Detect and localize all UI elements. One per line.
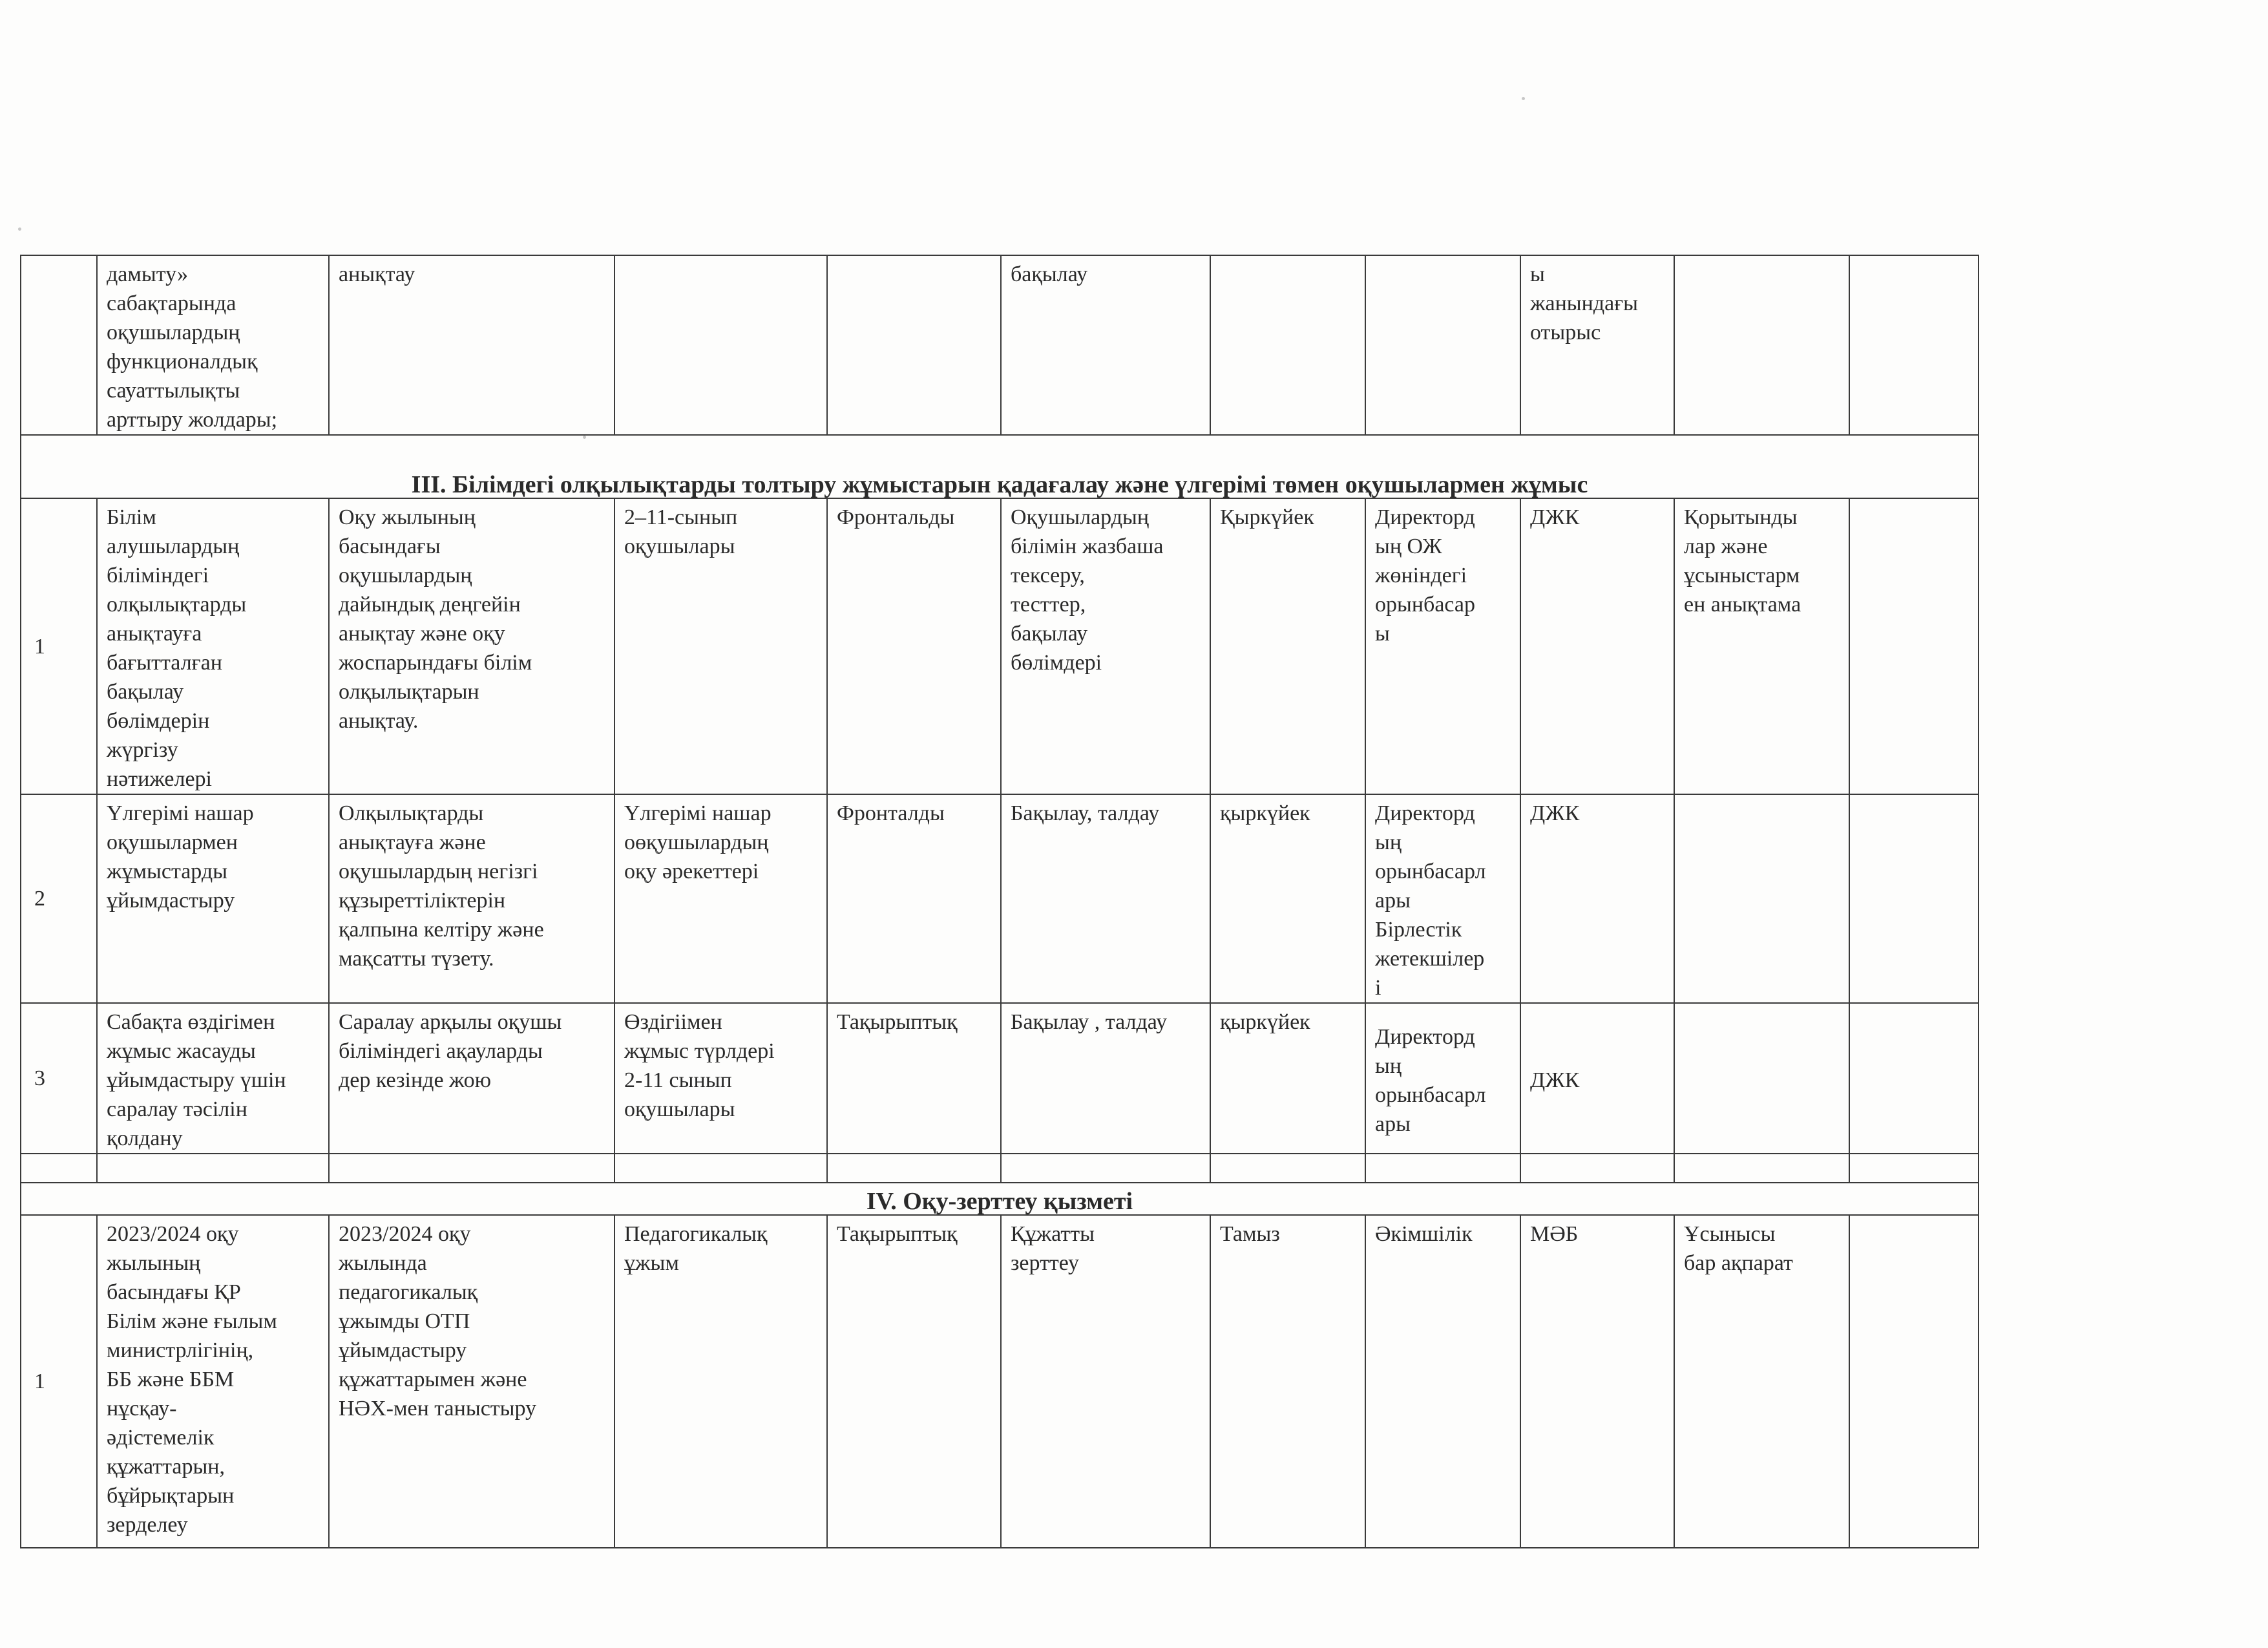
cell-topic: Үлгерімі нашар оқушылармен жұмыстарды ұйымдастыру	[97, 794, 329, 1003]
cell-date: қыркүйек	[1210, 794, 1365, 1003]
scan-speck	[1522, 97, 1525, 100]
cell-date	[1210, 1154, 1365, 1183]
cell-object: Өздігіімен жұмыс түрлдері 2-11 сынып оқушылары	[614, 1003, 827, 1154]
cell-extra	[1849, 1154, 1979, 1183]
cell-method: Оқушылардың білімін жазбаша тексеру, тесттер, бақылау бөлімдері	[1001, 498, 1210, 794]
section-heading-iv: IV. Оқу-зерттеу қызметі	[21, 1183, 1979, 1215]
row-number	[21, 255, 97, 435]
cell-type: Фронталды	[827, 794, 1001, 1003]
cell-review-place: ДЖК	[1520, 1003, 1674, 1154]
cell-type	[827, 255, 1001, 435]
cell-result	[1674, 1003, 1849, 1154]
table-row	[21, 255, 1979, 435]
cell-extra	[1849, 1215, 1979, 1548]
table-row	[21, 794, 1979, 1003]
cell-responsible	[1365, 255, 1520, 435]
cell-extra	[1849, 498, 1979, 794]
cell-review-place: ДЖК	[1520, 498, 1674, 794]
cell-responsible: Әкімшілік	[1365, 1215, 1520, 1548]
cell-method: Бақылау, талдау	[1001, 794, 1210, 1003]
section-row	[21, 1183, 1979, 1215]
cell-topic	[97, 1154, 329, 1183]
cell-topic: 2023/2024 оқу жылының басындағы ҚР Білім және ғылым министрлігінің, ББ және ББМ нұсқау- әдістемелік құжаттарын, бұйрықтарын зерделеу	[97, 1215, 329, 1548]
cell-purpose: Олқылықтарды анықтауға және оқушылардың негізгі құзыреттіліктерін қалпына келтіру және мақсатты түзету.	[329, 794, 614, 1003]
cell-purpose	[329, 1154, 614, 1183]
cell-responsible: Директорд ың ОЖ жөніндегі орынбасар ы	[1365, 498, 1520, 794]
cell-object	[614, 255, 827, 435]
cell-topic: Білім алушылардың біліміндегі олқылықтарды анықтауға бағытталған бақылау бөлімдерін жүргізу нәтижелері	[97, 498, 329, 794]
cell-result	[1674, 794, 1849, 1003]
cell-result: Ұсынысы бар ақпарат	[1674, 1215, 1849, 1548]
cell-review-place: ДЖК	[1520, 794, 1674, 1003]
cell-responsible: Директорд ың орынбасарл ары Бірлестік жетекшілер і	[1365, 794, 1520, 1003]
scan-speck	[18, 227, 21, 231]
cell-object: Үлгерімі нашар оөқушылардың оқу әрекеттері	[614, 794, 827, 1003]
cell-type: Тақырыптық	[827, 1215, 1001, 1548]
cell-topic: Сабақта өздігімен жұмыс жасауды ұйымдастыру үшін саралау тәсілін қолдану	[97, 1003, 329, 1154]
row-number: 2	[21, 794, 97, 1003]
cell-result: Қорытынды лар және ұсыныстарм ен анықтама	[1674, 498, 1849, 794]
cell-extra	[1849, 794, 1979, 1003]
cell-review-place	[1520, 1154, 1674, 1183]
cell-date: Қыркүйек	[1210, 498, 1365, 794]
row-number: 1	[21, 498, 97, 794]
cell-result	[1674, 1154, 1849, 1183]
table-row	[21, 1003, 1979, 1154]
table-row	[21, 1215, 1979, 1548]
cell-review-place: МӘБ	[1520, 1215, 1674, 1548]
table-row	[21, 1154, 1979, 1183]
cell-purpose: анықтау	[329, 255, 614, 435]
cell-date: қыркүйек	[1210, 1003, 1365, 1154]
cell-type: Тақырыптық	[827, 1003, 1001, 1154]
cell-type	[827, 1154, 1001, 1183]
cell-object	[614, 1154, 827, 1183]
table-row	[21, 498, 1979, 794]
cell-object: 2–11-сынып оқушылары	[614, 498, 827, 794]
cell-responsible	[1365, 1154, 1520, 1183]
cell-responsible: Директорд ың орынбасарл ары	[1365, 1003, 1520, 1154]
cell-result	[1674, 255, 1849, 435]
cell-purpose: Саралау арқылы оқушы біліміндегі ақауларды дер кезінде жою	[329, 1003, 614, 1154]
cell-purpose: 2023/2024 оқу жылында педагогикалық ұжымды ОТП ұйымдастыру құжаттарымен және НӘХ-мен таныстыру	[329, 1215, 614, 1548]
cell-extra	[1849, 1003, 1979, 1154]
work-plan-table	[20, 255, 1979, 1548]
cell-object: Педагогикалық ұжым	[614, 1215, 827, 1548]
cell-method: Құжатты зерттеу	[1001, 1215, 1210, 1548]
cell-date: Тамыз	[1210, 1215, 1365, 1548]
cell-type: Фронтальды	[827, 498, 1001, 794]
cell-method: Бақылау , талдау	[1001, 1003, 1210, 1154]
row-number: 1	[21, 1215, 97, 1548]
cell-method	[1001, 1154, 1210, 1183]
cell-date	[1210, 255, 1365, 435]
cell-extra	[1849, 255, 1979, 435]
cell-purpose: Оқу жылының басындағы оқушылардың дайындық деңгейін анықтау және оқу жоспарындағы білім олқылықтарын анықтау.	[329, 498, 614, 794]
section-heading-iii: III. Білімдегі олқылықтарды толтыру жұмыстарын қадағалау және үлгерімі төмен оқушылармен жұмыс	[21, 435, 1979, 498]
cell-review-place: ы жанындағы отырыс	[1520, 255, 1674, 435]
cell-method: бақылау	[1001, 255, 1210, 435]
section-row	[21, 435, 1979, 498]
row-number: 3	[21, 1003, 97, 1154]
row-number	[21, 1154, 97, 1183]
cell-topic: дамыту» сабақтарында оқушылардың функционалдық сауаттылықты арттыру жолдары;	[97, 255, 329, 435]
